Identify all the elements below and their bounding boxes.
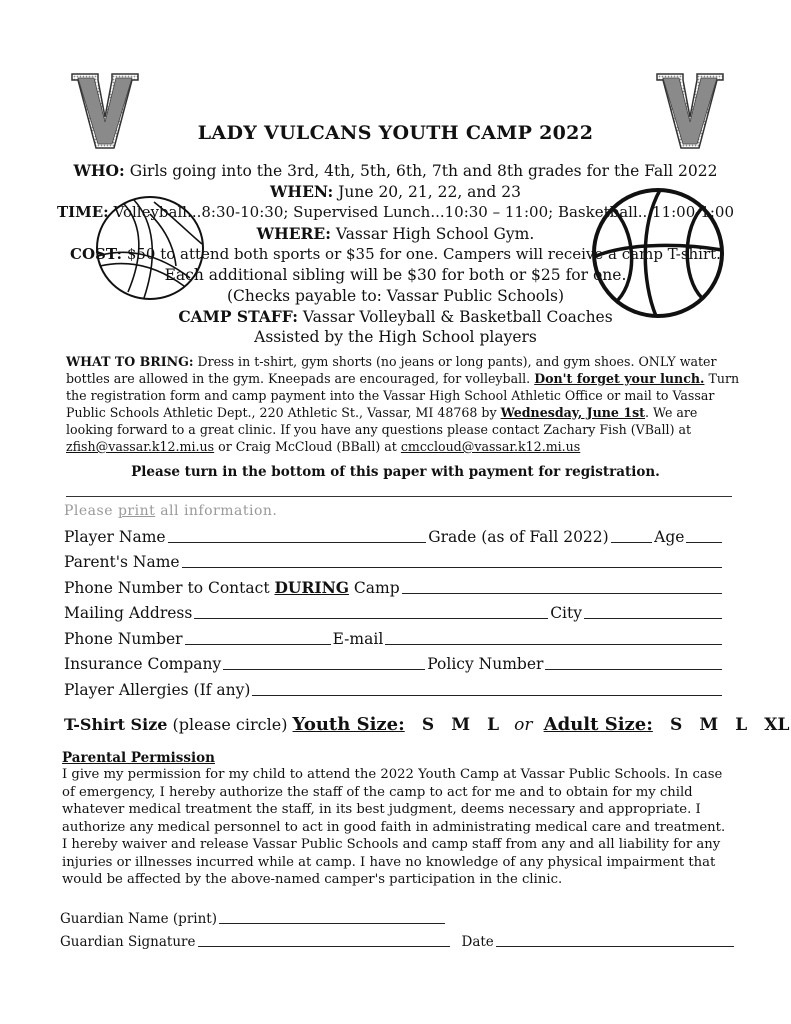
guardian-name-row	[60, 907, 447, 927]
youth-size-label: Youth Size:	[292, 714, 405, 735]
when-label: WHEN:	[270, 182, 334, 201]
tshirt-label: T-Shirt Size	[64, 715, 168, 734]
age-label: Age	[654, 528, 685, 546]
guardian-signature-field[interactable]	[198, 929, 450, 947]
youth-size-option[interactable]: S	[421, 715, 435, 735]
turn-in-text: Turn the registration form and camp payment into the Vassar High School Athletic Office or mail to Vassar Public Schools Athletic Dept., 220 Athletic St., Vassar, MI 48768 by	[66, 371, 740, 420]
date-label: Date	[461, 934, 494, 950]
grade-label: Grade (as of Fall 2022)	[428, 528, 609, 546]
staff-text: Vassar Volleyball & Basketball Coaches	[302, 308, 613, 326]
contact-text-2: or Craig McCloud (BBall) at	[218, 439, 397, 454]
contact-text: We are looking forward to a great clinic. If you have any questions please contact Zachary Fish (VBall) at	[66, 405, 698, 437]
staff-label: CAMP STAFF:	[178, 307, 298, 326]
adult-size-option[interactable]: M	[699, 715, 719, 735]
permission-heading: Parental Permission	[62, 750, 215, 766]
policy-field[interactable]	[545, 652, 722, 670]
who-label: WHO:	[73, 161, 125, 180]
insurance-field[interactable]	[223, 652, 425, 670]
guardian-name-field[interactable]	[219, 906, 445, 924]
deadline: Wednesday, June 1st	[500, 405, 646, 420]
volleyball-icon	[94, 194, 206, 302]
checks-line: (Checks payable to: Vassar Public Schools)	[226, 287, 565, 305]
permission-text: I give my permission for my child to attend the 2022 Youth Camp at Vassar Public Schools. In case of emergency, I hereby authorize the staff of the camp to act for me and to obtain for my child whatever medical treatment the staff, in its best judgment, deems necessary and appropriate. I authorize any medical personnel to act in good faith in administrating medical care and treatment. I hereby waiver and release Vassar Public Schools and camp staff from any and all liability for any injuries or illnesses incurred while at camp. I have no knowledge of any physical impairment that would be affected by the above-named camper's participation in the clinic.	[62, 767, 726, 887]
contact-phone-row	[64, 575, 724, 597]
contact-phone-during: DURING	[274, 578, 349, 597]
contact-phone-label	[64, 578, 400, 597]
player-name-label: Player Name	[64, 528, 166, 546]
when-text: June 20, 21, 22, and 23	[338, 183, 521, 201]
what-to-bring: WHAT TO BRING: Dress in t-shirt, gym shorts (no jeans or long pants), and gym shoes. ONLY water bottles are allowed in the gym. Kneepads are encouraged, for volleyball. Don't forget your lunch. Turn the registration form and camp payment into the Vassar High School Athletic Office or mail to Vassar Public Schools Athletic Dept., 220 Athletic St., Vassar, MI 48768 by Wednesday, June 1st. We are looking forward to a great clinic. If you have any questions please contact Zachary Fish (VBall) at zfish@vassar.k12.mi.us or Craig McCloud (BBall) at cmccloud@vassar.k12.mi.us	[66, 354, 740, 454]
mailing-label: Mailing Address	[64, 604, 193, 622]
mailing-field[interactable]	[194, 601, 548, 619]
allergies-label: Player Allergies (If any)	[64, 681, 251, 699]
address-row	[64, 600, 724, 622]
sibling-line: Each additional sibling will be $30 for both or $25 for one.	[164, 266, 627, 284]
date-field[interactable]	[496, 929, 734, 947]
lunch-reminder: Don't forget your lunch.	[534, 371, 705, 386]
city-label: City	[550, 604, 582, 622]
guardian-name-label: Guardian Name (print)	[60, 911, 217, 927]
bring-text: Dress in t-shirt, gym shorts (no jeans or long pants), and gym shoes. ONLY water bottles are allowed in the gym. Kneepads are encouraged, for volleyball.	[66, 354, 717, 386]
divider-line	[66, 496, 732, 497]
city-field[interactable]	[584, 601, 722, 619]
guardian-signature-row	[60, 930, 736, 950]
email-link-mccloud[interactable]: cmccloud@vassar.k12.mi.us	[400, 439, 581, 454]
instruction-text-post: all information.	[160, 503, 278, 519]
turn-in-notice: Please turn in the bottom of this paper with payment for registration.	[131, 464, 660, 480]
time-label: TIME:	[56, 203, 109, 221]
where-label: WHERE:	[256, 224, 331, 243]
assist-line: Assisted by the High School players	[254, 328, 537, 346]
policy-label: Policy Number	[427, 655, 544, 673]
age-field[interactable]	[686, 525, 722, 543]
allergies-row	[64, 677, 724, 699]
tshirt-circle-hint: (please circle)	[172, 715, 288, 734]
adult-size-label: Adult Size:	[543, 714, 653, 735]
where-text: Vassar High School Gym.	[335, 225, 535, 243]
page-title: LADY VULCANS YOUTH CAMP 2022	[197, 122, 594, 144]
email-label: E-mail	[332, 630, 384, 648]
phone-email-row	[64, 626, 724, 648]
or-text: or	[514, 715, 533, 735]
parent-row	[64, 549, 724, 571]
phone-label: Phone Number	[64, 630, 183, 648]
contact-phone-field[interactable]	[402, 576, 722, 594]
basketball-icon	[590, 186, 726, 320]
contact-phone-pre: Phone Number to Contact	[64, 579, 270, 597]
guardian-signature-label: Guardian Signature	[60, 934, 196, 950]
adult-size-option[interactable]: S	[669, 715, 683, 735]
bring-label: WHAT TO BRING:	[66, 354, 194, 369]
player-row	[64, 524, 724, 546]
email-field[interactable]	[385, 627, 722, 645]
youth-size-option[interactable]: M	[451, 715, 471, 735]
insurance-label: Insurance Company	[64, 655, 222, 673]
adult-size-option[interactable]: L	[735, 715, 748, 735]
youth-size-option[interactable]: L	[487, 715, 500, 735]
adult-size-option[interactable]: XL	[764, 715, 790, 735]
instruction-text: Please	[64, 503, 113, 519]
player-name-field[interactable]	[168, 525, 427, 543]
cost-label: COST:	[70, 245, 123, 263]
tshirt-size-row	[64, 714, 789, 735]
print-instruction	[64, 503, 277, 519]
parent-name-label: Parent's Name	[64, 553, 180, 571]
who-text: Girls going into the 3rd, 4th, 5th, 6th, 7th and 8th grades for the Fall 2022	[129, 162, 718, 180]
parent-name-field[interactable]	[182, 550, 722, 568]
instruction-print: print	[117, 503, 156, 519]
contact-phone-post: Camp	[353, 579, 400, 597]
grade-field[interactable]	[611, 525, 652, 543]
allergies-field[interactable]	[252, 678, 722, 696]
time-text: Volleyball...8:30-10:30; Supervised Lunch...10:30 – 11:00; Basketball...11:00-1:00	[113, 203, 735, 221]
who-line	[0, 161, 791, 180]
insurance-row	[64, 651, 724, 673]
cost-text: $50 to attend both sports or $35 for one. Campers will receive a camp T-shirt.	[126, 245, 721, 263]
email-link-fish[interactable]: zfish@vassar.k12.mi.us	[66, 439, 215, 454]
phone-field[interactable]	[185, 627, 331, 645]
